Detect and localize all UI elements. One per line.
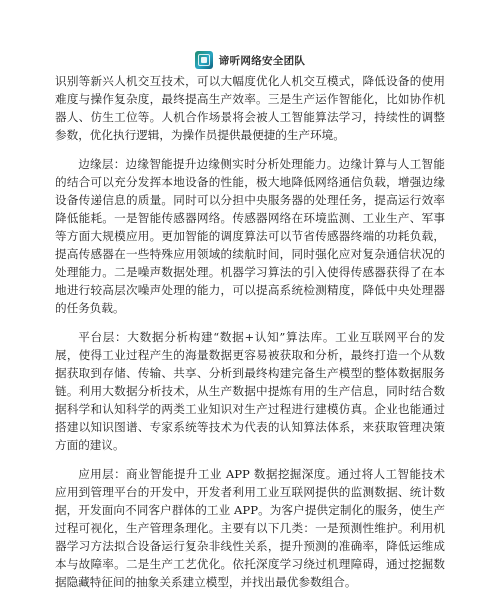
document-body [55, 72, 445, 602]
page-header [0, 50, 500, 70]
shield-logo-icon [195, 51, 213, 69]
paragraph-application-layer: 应用层：商业智能提升工业 APP 数据挖掘深度。通过将人工智能技术应用到管理平台的开发中，开发者利用工业互联网提供的监测数据、统计数据，开发面向不同客户群体的工业 APP。为客户提供定制化的服务，使生产过程可视化，生产管理条理化。主要有以下几类：一是预测性维护。利用机器学习方法拟合设备运行复杂非线性关系，提升预测的准确率，降低运维成本与故障率。二是生产工艺优化。依托深度学习绕过机理障碍，通过挖掘数据隐藏特征间的抽象关系建立模型，并找出最优参数组合。 [55, 467, 445, 589]
paragraph-continuation: 识别等新兴人机交互技术，可以大幅度优化人机交互模式，降低设备的使用难度与操作复杂度，最终提高生产效率。三是生产运作智能化，比如协作机器人、仿生工位等。人机合作场景将会被人工智能算法学习，持续性的调整参数，优化执行逻辑，为操作员提供最便捷的生产环境。 [55, 74, 445, 142]
paragraph-platform-layer: 平台层：大数据分析构建“数据+认知”算法库。工业互联网平台的发展，使得工业过程产生的海量数据更容易被获取和分析，最终打造一个从数据获取到存储、传输、共享、分析到最终构建完备生产模型的整体数据服务链。利用大数据分析技术，从生产数据中提炼有用的生产信息，同时结合数据科学和认知科学的两类工业知识对生产过程进行建模仿真。企业也能通过搭建以知识图谱、专家系统等技术为代表的认知算法体系，来获取管理决策方面的建议。 [55, 330, 445, 452]
header-title: 谛听网络安全团队 [218, 54, 306, 67]
paragraph-edge-layer: 边缘层：边缘智能提升边缘侧实时分析处理能力。边缘计算与人工智能的结合可以充分发挥本地设备的性能，极大地降低网络通信负载，增强边缘设备传递信息的质量。同时可以分担中央服务器的处理任务，提高运行效率降低能耗。一是智能传感器网络。传感器网络在环境监测、工业生产、军事等方面大规模应用。更加智能的调度算法可以节省传感器终端的功耗负载，提高传感器在一些特殊应用领域的续航时间，同时强化应对复杂通信状况的处理能力。二是噪声数据处理。机器学习算法的引入使得传感器获得了在本地进行较高层次噪声处理的能力，可以提高系统检测精度，降低中央处理器的任务负载。 [55, 157, 445, 315]
